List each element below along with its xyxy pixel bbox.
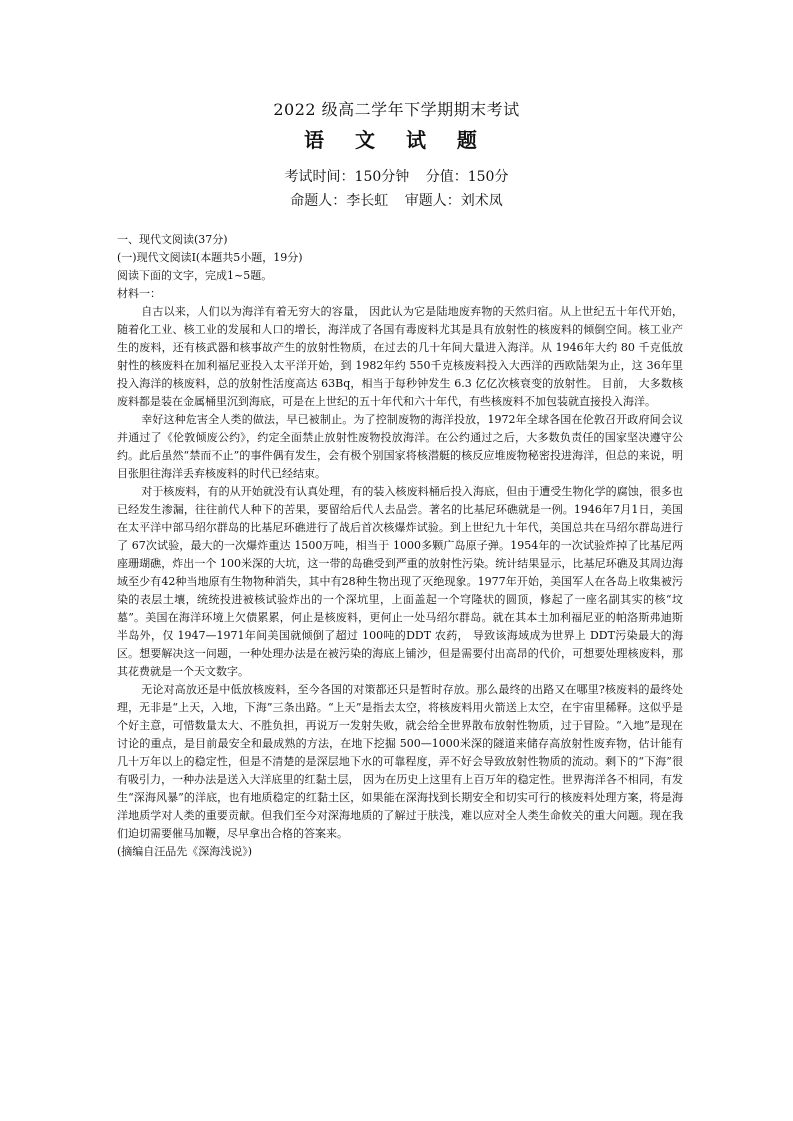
paragraph: 对于核废料，有的从开始就没有认真处理，有的装入核废料桶后投入海底，但由于遭受生物化学的腐蚀，很多也已经发生渗漏，往往前代人种下的苦果，要留给后代人去品尝。著名的比基尼环礁就是一例。1946年7月1日，美国在太平洋中部马绍尔群岛的比基尼环礁进行了战后首次核爆炸试验。到上世纪九十年代，美国总共在马绍尔群岛进行了 67次试验，最大的一次爆炸重达 1500万吨，相当于 1000多颗广岛原子弹。1954年的一次试验炸掉了比基尼两座珊瑚礁，炸出一个 100米深的大坑，这一带的岛礁受到严重的放射性污染。统计结果显示，比基尼环礁及其周边海域至少有42种当地原有生物物种消失，其中有28种生物出现了灭绝现象。1977年开始，美国军人在各岛上收集被污染的表层土壤，统统投进被核试验炸出的一个深坑里，上面盖起一个穹隆状的圆顶，修起了一座名副其实的核“坟墓”。美国在海洋环境上欠债累累，何止是核废料，更何止一处马绍尔群岛。就在其本土加利福尼亚的帕洛斯弗迪斯半岛外，仅 1947—1971年间美国就倾倒了超过 100吨的DDT 农药， 导致该海域成为世界上 DDT污染最大的海区。想要解决这一问题，一种处理办法是在被污染的海底上铺沙，但是需要付出高昂的代价，可想要处理核废料，那其花费就是一个天文数字。 — [117, 485, 683, 678]
question-reviewer: 审题人：刘术凤 — [404, 193, 503, 209]
paragraph: 幸好这种危害全人类的做法，早已被制止。为了控制废物的海洋投放，1972年全球各国在伦敦召开政府间会议并通过了《伦敦倾废公约》，约定全面禁止放射性废物投放海洋。在公约通过之后，大多数负责任的国家坚决遵守公约。此后虽然“禁而不止”的事件偶有发生，会有极个别国家将核潜艇的核反应堆废物秘密投进海洋，但总的来说，明目张胆往海洋丢弃核废料的时代已经结束。 — [117, 413, 683, 480]
section-subheading: (一)现代文阅读Ⅰ(本题共5小题，19分) — [117, 251, 303, 264]
exam-time: 考试时间：150分钟 — [284, 169, 410, 185]
exam-score: 分值：150分 — [425, 169, 509, 185]
exam-authors — [0, 190, 793, 210]
section-instruction: 阅读下面的文字，完成1~5题。 — [117, 269, 273, 282]
exam-title: 2022 级高二学年下学期期末考试 — [273, 100, 520, 119]
question-setter: 命题人：李长虹 — [290, 193, 389, 209]
source-citation: (摘编自汪品先《深海浅说》) — [117, 845, 253, 858]
subject-title: 语 文 试 题 — [304, 128, 489, 152]
paragraph: 无论对高放还是中低放核废料，至今各国的对策都还只是暂时存放。那么最终的出路又在哪里?核废料的最终处理，无非是“上天，入地，下海”三条出路。“上天”是指去太空，将核废料用火箭送上太空，在宇宙里稀释。这似乎是个好主意，可惜数量太大、不胜负担，再说万一发射失败，就会给全世界散布放射性物质，过于冒险。“入地”是现在讨论的重点，是目前最安全和最成熟的方法，在地下挖掘 500—1000米深的隧道来储存高放射性废弃物，估计能有几十万年以上的稳定性，但是不清楚的是深层地下水的可靠程度，弄不好会导致放射性物质的流动。剩下的“下海”很有吸引力，一种办法是送入大洋底里的红黏土层， 因为在历史上这里有上百万年的稳定性。世界海洋各不相同，有发生“深海风暴”的洋底，也有地质稳定的红黏土区，如果能在深海找到长期安全和切实可行的核废料处理方案，将是海洋地质学对人类的重要贡献。但我们至今对深海地质的了解过于肤浅，难以应对全人类生命攸关的重大问题。现在我们迫切需要催马加鞭，尽早拿出合格的答案来。 — [117, 683, 683, 840]
section-heading: 一、现代文阅读(37分) — [117, 233, 228, 246]
exam-info — [0, 166, 793, 186]
paragraph: 自古以来，人们以为海洋有着无穷大的容量， 因此认为它是陆地废弃物的天然归宿。从上世纪五十年代开始， 随着化工业、核工业的发展和人口的增长，海洋成了各国有毒废料尤其是具有放射性的核废料的倾倒空间。核工业产生的废料，还有核武器和核事故产生的放射性物质，在过去的几十年间大量进入海洋。从 1946年大约 80 千克低放射性的核废料在加利福尼亚投入太平洋开始，到 1982年约 550千克核废料投入大西洋的西欧陆架为止，这 36年里投入海洋的核废料，总的放射性活度高达 63Bq，相当于每秒钟发生 6.3 亿亿次核衰变的放射性。 目前， 大多数核废料都是装在金属桶里沉到海底，可是在上世纪的五十年代和六十年代，有些核废料不加包装就直接投入海洋。 — [117, 305, 683, 408]
reading-section — [117, 231, 683, 861]
material-label: 材料一： — [117, 287, 161, 300]
